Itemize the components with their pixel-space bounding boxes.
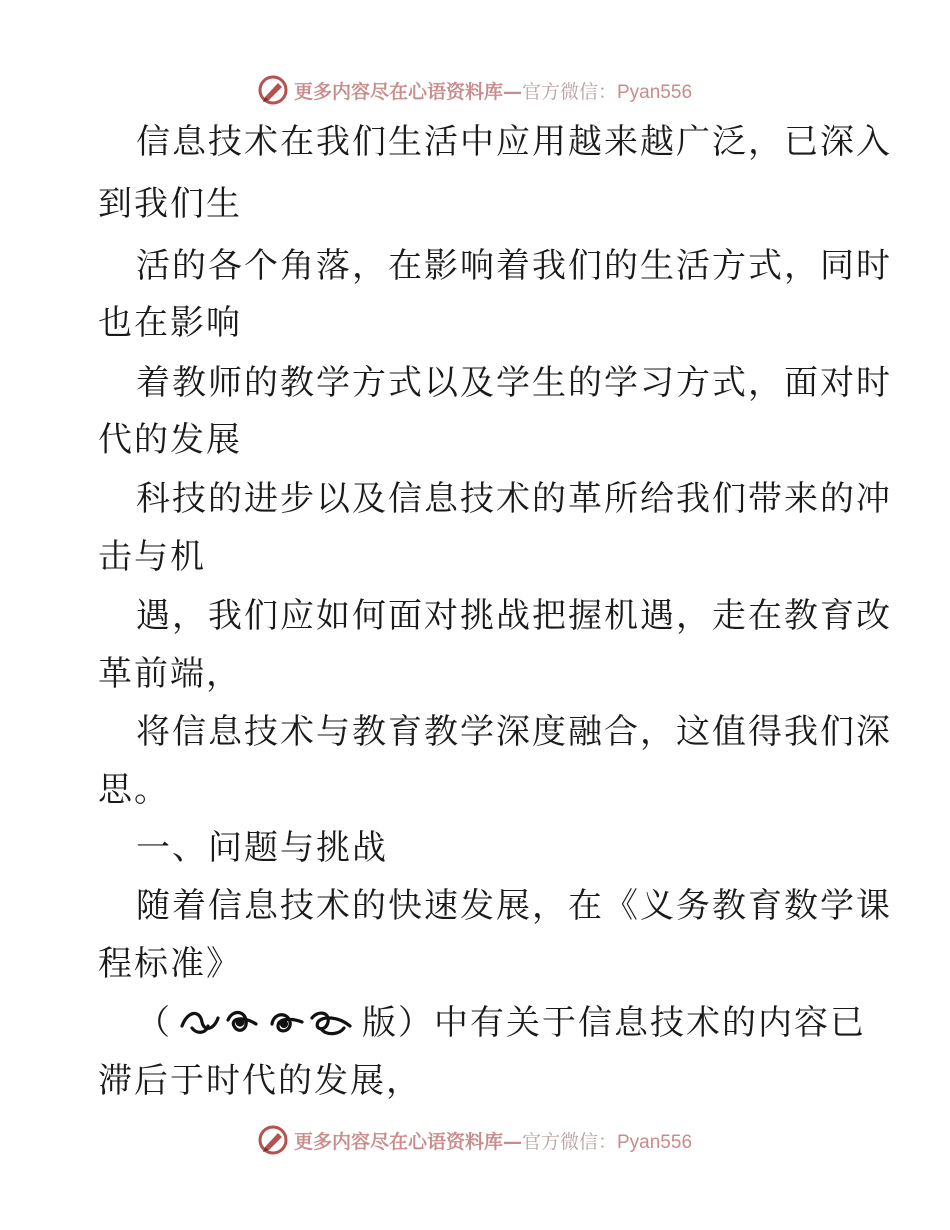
footer-dash: — xyxy=(502,1130,522,1153)
header-wechat-id: Pyan556 xyxy=(617,81,693,103)
header-wechat-label: 官方微信： xyxy=(521,80,617,103)
footer-text xyxy=(294,1127,692,1154)
footer-banner xyxy=(0,1122,950,1158)
pen-logo-icon xyxy=(258,1125,288,1155)
paragraph-line: 着教师的教学方式以及学生的学习方式，面对时 xyxy=(136,363,892,403)
header-dash: — xyxy=(502,80,522,103)
paragraph-line: 代的发展 xyxy=(98,420,242,460)
paragraph-line: 到我们生 xyxy=(98,184,242,224)
footer-wechat-id: Pyan556 xyxy=(617,1131,693,1153)
paragraph-line: 思。 xyxy=(98,770,170,810)
header-text xyxy=(294,77,692,104)
paragraph-line: 遇，我们应如何面对挑战把握机遇，走在教育改 xyxy=(136,596,892,636)
section-heading: 一、问题与挑战 xyxy=(136,828,388,868)
paragraph-line: 信息技术在我们生活中应用越来越广泛，已深入 xyxy=(136,122,892,162)
footer-wechat-label: 官方微信： xyxy=(521,1130,617,1153)
footer-brand: 更多内容尽在心语资料库 xyxy=(293,1130,503,1153)
header-brand: 更多内容尽在心语资料库 xyxy=(293,80,503,103)
paren-rest: 版）中有关于信息技术的内容已 xyxy=(362,1003,866,1043)
paragraph-line: 程标准》 xyxy=(98,944,242,984)
header-banner xyxy=(0,72,950,108)
paragraph-line-with-ornament xyxy=(136,1003,866,1043)
paragraph-line: 活的各个角落，在影响着我们的生活方式，同时 xyxy=(136,246,892,286)
paragraph-line: 革前端， xyxy=(98,654,242,694)
paragraph-line: 将信息技术与教育教学深度融合，这值得我们深 xyxy=(136,712,892,752)
paragraph-line: 滞后于时代的发展， xyxy=(98,1061,422,1101)
pen-logo-icon xyxy=(258,75,288,105)
paragraph-line: 击与机 xyxy=(98,537,206,577)
paren-open: （ xyxy=(136,1003,172,1043)
ornament-glyphs-icon xyxy=(178,1006,356,1038)
paragraph-line: 也在影响 xyxy=(98,303,242,343)
paragraph-line: 随着信息技术的快速发展，在《义务教育数学课 xyxy=(136,886,892,926)
paragraph-line: 科技的进步以及信息技术的革所给我们带来的冲 xyxy=(136,479,892,519)
